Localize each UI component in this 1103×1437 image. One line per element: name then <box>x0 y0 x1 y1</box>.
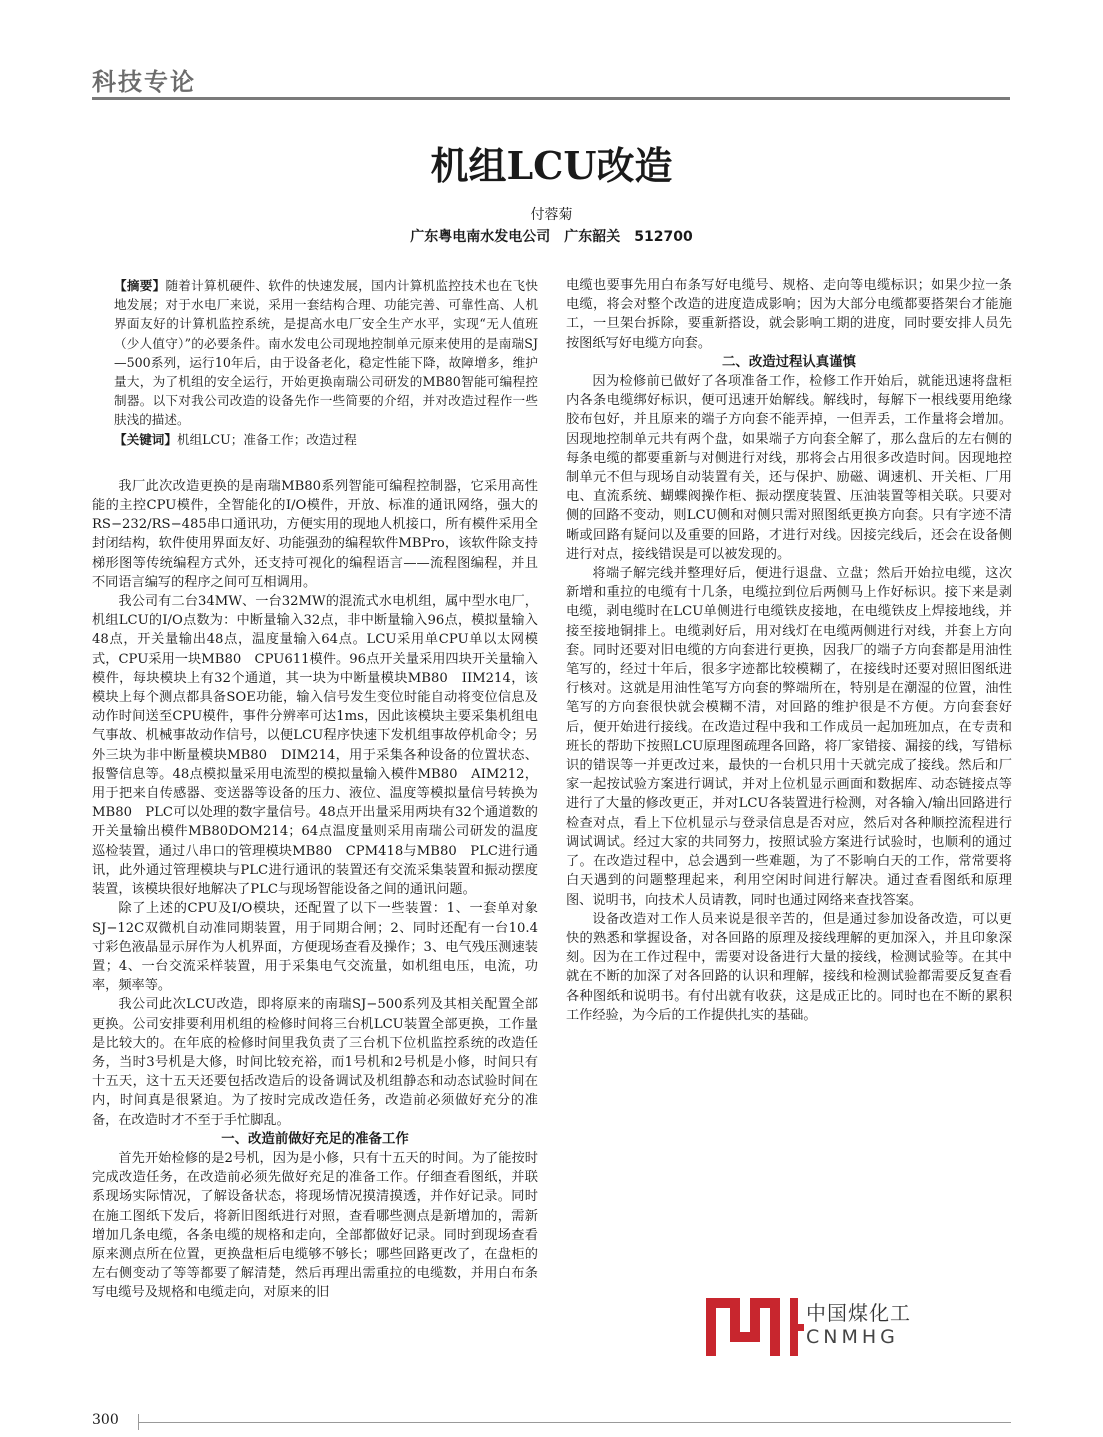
body-paragraph: 电缆也要事先用白布条写好电缆号、规格、走向等电缆标识；如果少拉一条电缆，将会对整个改造的进度造成影响；因为大部分电缆都要搭架台才能施工，一旦架台拆除，要重新搭设，就会影响工期的进度，同时要安排人员先按图纸写好电缆方向套。 <box>566 278 1012 351</box>
body-paragraph: 首先开始检修的是2号机，因为是小修，只有十五天的时间。为了能按时完成改造任务，在改造前必须先做好充足的准备工作。仔细查看图纸，并联系现场实际情况，了解设备状态，将现场情况摸清摸透，并作好记录。同时在施工图纸下发后，将新旧图纸进行对照，查看哪些测点是新增加的，需新增加几条电缆，各条电缆的规格和走向，全部都做好记录。同时到现场查看原来测点所在位置，更换盘柜后电缆够不够长；哪些回路更改了，在盘柜的左右侧变动了等等都要了解清楚，然后再理出需重拉的电缆数，并用白布条写电缆号及规格和电缆走向，对原来的旧 <box>92 1150 538 1301</box>
article-author: 付蓉菊 <box>530 207 573 223</box>
keywords-text: 机组LCU；准备工作；改造过程 <box>176 431 357 447</box>
page-number: 300 <box>92 1412 119 1428</box>
header-rule <box>92 97 1010 100</box>
keywords-paragraph <box>114 430 538 449</box>
section-heading-1: 一、改造前做好充足的准备工作 <box>221 1131 409 1147</box>
section-header: 科技专论 <box>92 68 196 96</box>
body-paragraph: 我厂此次改造更换的是南瑞MB80系列智能可编程控制器，它采用高性能的主控CPU模件，全智能化的I/O模件，开放、标准的通讯网络，强大的RS−232/RS−485串口通讯功，方便实用的现地人机接口，所有模件采用全封闭结构，软件使用界面友好、功能强劲的编程软件MBPro，该软件除支持梯形图等传统编程方式外，还支持可视化的编程语言——流程图编程，并且不同语言编写的程序之间可互相调用。 <box>92 478 538 590</box>
body-paragraph: 我公司有二台34MW、一台32MW的混流式水电机组，属中型水电厂，机组LCU的I/O点数为：中断量输入32点，非中断量输入96点，模拟量输入48点，开关量输出48点，温度量输入64点。LCU采用单CPU单以太网模式，CPU采用一块MB80 CPU611模件。96点开关量采用四块开关量输入模件，每块模块上有32个通道，其一块为中断量模块MB80 IIM214，该模块上每个测点都具备SOE功能，输入信号发生变位时能自动将变位信息及动作时间送至CPU模件，事件分辨率可达1ms，因此该模块主要采集机组电气事故、机械事故动作信号，以便LCU程序快速下发机组事故停机命令；另外三块为非中断量模块MB80 DIM214，用于采集各种设备的位置状态、报警信息等。48点模拟量采用电流型的模拟量输入模件MB80 AIM212，用于把来自传感器、变送器等设备的压力、液位、温度等模拟量信号转换为MB80 PLC可以处理的数字量信号。48点开出量采用两块有32个通道数的开关量输出模件MB80DOM214；64点温度量则采用南瑞公司研发的温度巡检装置，通过八串口的管理模块MB80 CPM418与MB80 PLC进行通讯，此外通过管理模块与PLC进行通讯的装置还有交流采集装置和振动摆度装置，该模块很好地解决了PLC与现场智能设备之间的通讯问题。 <box>92 594 538 898</box>
abstract-block <box>92 276 538 449</box>
article-affiliation: 广东粤电南水发电公司 广东韶关 512700 <box>410 229 693 245</box>
body-paragraph: 将端子解完线并整理好后，便进行退盘、立盘；然后开始拉电缆，这次新增和重拉的电缆有十几条，电缆拉到位后两侧马上作好标识。接下来是剥电缆，剥电缆时在LCU单侧进行电缆铁皮接地，在电缆铁皮上焊接地线，并接至接地铜排上。电缆剥好后，用对线灯在电缆两侧进行对线，并套上方向套。同时还要对旧电缆的方向套进行更换，因我厂的端子方向套都是用油性笔写的，经过十年后，很多字迹都比较模糊了，在接线时还要对照旧图纸进行核对。这就是用油性笔写方向套的弊端所在，特别是在潮湿的位置，油性笔写的方向套很快就会模糊不清，对回路的维护很是不方便。方向套套好后，便开始进行接线。在改造过程中我和工作成员一起加班加点，在专责和班长的帮助下按照LCU原理图疏理各回路，将厂家错接、漏接的线，写错标识的错误等一并更改过来，最快的一台机只用十天就完成了接线。然后和厂家一起按试验方案进行调试，并对上位机显示画面和数据库、动态链接点等进行了大量的修改更正，并对LCU各装置进行检测，对各输入/输出回路进行检查对点，看上下位机显示与登录信息是否对应，然后对各种顺控流程进行调试调试。经过大家的共同努力，按照试验方案进行试验时，也顺利的通过了。在改造过程中，总会遇到一些难题，为了不影响白天的工作，常常要将白天遇到的问题整理起来，利用空闲时间进行解决。通过查看图纸和原理图、说明书，向技术人员请教，同时也通过网络来查找答案。 <box>566 566 1012 908</box>
abstract-text: 随着计算机硬件、软件的快速发展，国内计算机监控技术也在飞快地发展；对于水电厂来说，采用一套结构合理、功能完善、可靠性高、人机界面友好的计算机监控系统，是提高水电厂安全生产水平，实现“无人值班（少人值守）”的必要条件。南水发电公司现地控制单元原来使用的是南瑞SJ—500系列，运行10年后，由于设备老化，稳定性能下降，故障增多，维护量大，为了机组的安全运行，开始更换南瑞公司研发的MB80智能可编程控制器。以下对我公司改造的设备先作一些简要的介绍，并对改造过程作一些肤浅的描述。 <box>114 278 539 428</box>
left-column <box>92 276 538 1303</box>
logo-en-text: CNMHG <box>806 1326 899 1348</box>
abstract-label: 【摘要】 <box>114 278 166 293</box>
footer-rule <box>138 1422 1011 1423</box>
section-heading-2: 二、改造过程认真谨慎 <box>722 354 856 370</box>
body-paragraph: 除了上述的CPU及I/O模块，还配置了以下一些装置：1、一套单对象SJ−12C双微机自动准同期装置，用于同期合闸；2、同时还配有一台10.4寸彩色液晶显示屏作为人机界面，方便现场查看及操作；3、电气残压测速装置；4、一台交流采样装置，用于采集电气交流量，如机组电压，电流，功率，频率等。 <box>92 901 538 994</box>
logo-cn-text: 中国煤化工 <box>806 1301 911 1325</box>
keywords-label: 【关键词】 <box>114 431 177 447</box>
body-paragraph: 设备改造对工作人员来说是很辛苦的，但是通过参加设备改造，可以更快的熟悉和掌握设备，对各回路的原理及接线理解的更加深入，并且印象深刻。因为在工作过程中，需要对设备进行大量的接线，检测试验等。在其中就在不断的加深了对各回路的认识和理解，接线和检测试验都需要反复查看各种图纸和说明书。有付出就有收获，这是成正比的。同时也在不断的累积工作经验，为今后的工作提供扎实的基础。 <box>566 911 1012 1023</box>
article-title: 机组LCU改造 <box>430 143 673 188</box>
body-paragraph: 因为检修前已做好了各项准备工作，检修工作开始后，就能迅速将盘柜内各条电缆绑好标识，便可迅速开始解线。解线时，每解下一根线要用绝缘胶布包好，并且原来的端子方向套不能弄掉，一但弄丢，工作量将会增加。因现地控制单元共有两个盘，如果端子方向套全解了，那么盘后的左右侧的每条电缆的都要重新与对侧进行对线，那将会占用很多改造时间。因现地控制单元不但与现场自动装置有关，还与保护、励磁、调速机、开关柜、厂用电、直流系统、蝴蝶阀操作柜、振动摆度装置、压油装置等相关联。只要对侧的回路不变动，则LCU侧和对侧只需对照图纸更换方向套。只有字迹不清晰或回路有疑问以及重要的回路，才进行对线。因接完线后，还会在设备侧进行对点，接线错误是可以被发现的。 <box>566 374 1012 562</box>
right-column <box>566 276 1012 1025</box>
body-paragraph: 我公司此次LCU改造，即将原来的南瑞SJ−500系列及其相关配置全部更换。公司安排要利用机组的检修时间将三台机LCU装置全部更换，工作量是比较大的。在年底的检修时间里我负责了三台机下位机监控系统的改造任务，当时3号机是大修，时间比较充裕，而1号机和2号机是小修，时间只有十五天，这十五天还要包括改造后的设备调试及机组静态和动态试验时间在内，时间真是很紧迫。为了按时完成改造任务，改造前必须做好充分的准备，在改造时才不至于手忙脚乱。 <box>92 997 538 1128</box>
abstract-paragraph <box>114 276 538 430</box>
